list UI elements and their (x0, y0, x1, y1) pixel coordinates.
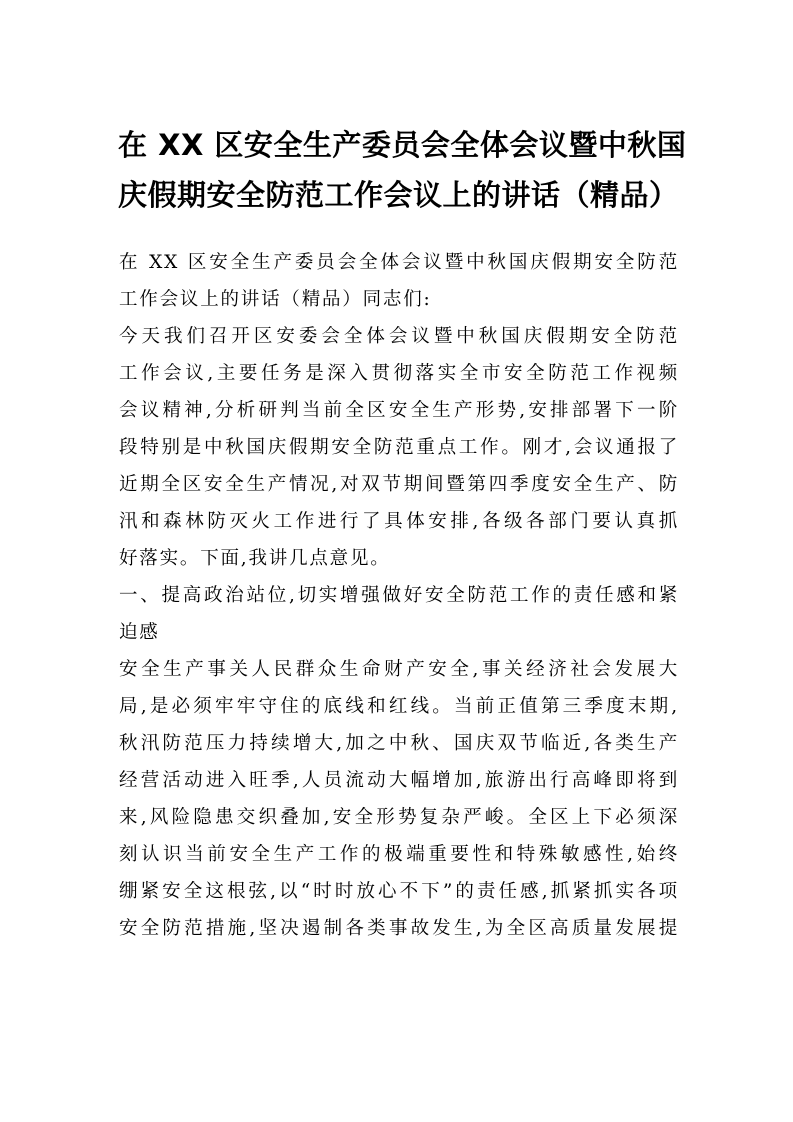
body-line: 局,是必须牢牢守住的底线和红线。当前正值第三季度末期, (119, 696, 679, 717)
body-line: 在 XX 区安全生产委员会全体会议暨中秋国庆假期安全防范 (119, 252, 679, 273)
body-line: 汛和森林防灭火工作进行了具体安排,各级各部门要认真抓 (119, 511, 679, 532)
document-title (118, 120, 687, 220)
body-line: 今天我们召开区安委会全体会议暨中秋国庆假期安全防范 (119, 326, 679, 347)
section-heading-line: 一、提高政治站位,切实增强做好安全防范工作的责任感和紧 (119, 585, 679, 606)
body-line: 安全防范措施,坚决遏制各类事故发生,为全区高质量发展提 (119, 918, 679, 939)
body-line: 秋汛防范压力持续增大,加之中秋、国庆双节临近,各类生产 (119, 733, 679, 754)
body-line: 工作会议上的讲话（精品）同志们: (119, 289, 432, 310)
body-line: 好落实。下面,我讲几点意见。 (119, 548, 391, 569)
title-line: 在 XX 区安全生产委员会全体会议暨中秋国 (118, 128, 687, 162)
body-line: 刻认识当前安全生产工作的极端重要性和特殊敏感性,始终 (119, 844, 679, 865)
body-line: 工作会议,主要任务是深入贯彻落实全市安全防范工作视频 (119, 363, 679, 384)
body-line: 安全生产事关人民群众生命财产安全,事关经济社会发展大 (119, 659, 679, 680)
title-line: 庆假期安全防范工作会议上的讲话（精品） (118, 178, 679, 212)
body-line: 绷紧安全这根弦,以“时时放心不下”的责任感,抓紧抓实各项 (119, 881, 679, 902)
body-line: 来,风险隐患交织叠加,安全形势复杂严峻。全区上下必须深 (119, 807, 679, 828)
document-body (119, 244, 679, 947)
body-line: 经营活动进入旺季,人员流动大幅增加,旅游出行高峰即将到 (119, 770, 679, 791)
section-heading-line: 迫感 (119, 622, 160, 643)
body-line: 近期全区安全生产情况,对双节期间暨第四季度安全生产、防 (119, 474, 679, 495)
body-line: 段特别是中秋国庆假期安全防范重点工作。刚才,会议通报了 (119, 437, 679, 458)
body-line: 会议精神,分析研判当前全区安全生产形势,安排部署下一阶 (119, 400, 679, 421)
